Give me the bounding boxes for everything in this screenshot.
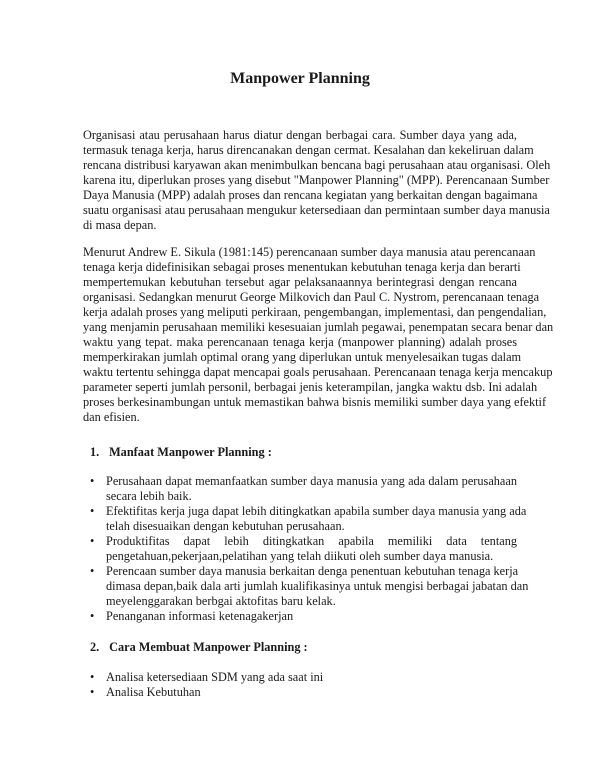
bullet-icon: • — [90, 504, 95, 518]
list-item-line: Perusahaan dapat memanfaatkan sumber daya manusia yang ada dalam perusahaan — [106, 474, 517, 488]
list-item — [90, 534, 517, 564]
list-item-line: Analisa Kebutuhan — [106, 685, 201, 699]
paragraph-line: yang menjamin perusahaan memiliki kesesuaian jumlah pegawai, penempatan secara benar dan — [83, 320, 554, 334]
bullet-icon: • — [90, 685, 95, 699]
paragraph-line: proses berkesinambungan untuk memastikan bahwa bisnis memiliki sumber daya yang efektif — [83, 395, 547, 409]
paragraph-line: termasuk tenaga kerja, harus direncanakan dengan cermat. Kesalahan dan kekeliruan dalam — [83, 143, 534, 157]
paragraph-intro — [83, 128, 551, 233]
paragraph-line: suatu organisasi atau perusahaan mengukur ketersediaan dan permintaan sumber daya manusia — [83, 203, 550, 217]
paragraph-line: karena itu, diperlukan proses yang disebut "Manpower Planning" (MPP). Perencanaan Sumber — [83, 173, 550, 187]
bullet-icon: • — [90, 564, 95, 578]
document-title: Manpower Planning — [230, 70, 370, 87]
section-number: 1. — [90, 445, 100, 459]
paragraph-line: waktu yang tepat. maka perencanaan tenaga kerja (manpower planning) adalah proses — [83, 335, 517, 349]
section-heading-manfaat — [90, 445, 272, 460]
paragraph-line: di masa depan. — [83, 218, 157, 232]
list-item-line: Analisa ketersediaan SDM yang ada saat ini — [106, 670, 324, 684]
list-item — [90, 670, 517, 685]
bullet-icon: • — [90, 670, 95, 684]
list-item — [90, 685, 517, 700]
paragraph-line: Daya Manusia (MPP) adalah proses dan rencana kegiatan yang berkaitan dengan bagaimana — [83, 188, 538, 202]
list-item-line: Perencaan sumber daya manusia berkaitan denga penentuan kebutuhan tenaga kerja — [106, 564, 519, 578]
list-item — [90, 504, 527, 534]
list-item-line: meyelenggarakan berbgai aktofitas baru kelak. — [106, 594, 336, 608]
paragraph-line: memperkirakan jumlah optimal orang yang diperlukan untuk menyelesaikan tugas dalam — [83, 350, 522, 364]
paragraph-line: parameter seperti jumlah personil, berbagai jenis keterampilan, jangka waktu dsb. Ini adalah — [83, 380, 538, 394]
paragraph-line: waktu tertentu sehingga dapat mencapai goals perusahaan. Perencanaan tenaga kerja mencakup — [83, 365, 553, 379]
bullet-list-manfaat — [90, 474, 529, 624]
section-heading-text: Cara Membuat Manpower Planning : — [109, 640, 308, 654]
list-item — [90, 474, 517, 504]
paragraph-line: organisasi. Sedangkan menurut George Milkovich dan Paul C. Nystrom, perencanaan tenaga — [83, 290, 540, 304]
bullet-icon: • — [90, 474, 95, 488]
paragraph-definition — [83, 245, 554, 425]
paragraph-line: kerja adalah proses yang meliputi perkiraan, pengembangan, implementasi, dan pengendalian, — [83, 305, 547, 319]
section-number: 2. — [90, 640, 100, 654]
list-item-line: Produktifitas dapat lebih ditingkatkan apabila memiliki data tentang — [106, 534, 517, 548]
section-heading-text: Manfaat Manpower Planning : — [109, 445, 272, 459]
list-item-line: telah disesuaikan dengan kebutuhan perusahaan. — [106, 519, 345, 533]
section-heading-cara — [90, 640, 308, 655]
paragraph-line: mempertemukan kebutuhan tersebut agar pelaksanaannya berintegrasi dengan rencana — [83, 275, 517, 289]
paragraph-line: Menurut Andrew E. Sikula (1981:145) perencanaan sumber daya manusia atau perencanaan — [83, 245, 536, 259]
paragraph-line: Organisasi atau perusahaan harus diatur dengan berbagai cara. Sumber daya yang ada, — [83, 128, 517, 142]
paragraph-line: tenaga kerja didefinisikan sebagai proses menentukan kebutuhan tenaga kerja dan berarti — [83, 260, 521, 274]
bullet-icon: • — [90, 534, 95, 548]
list-item-line: dimasa depan,baik dala arti jumlah kualifikasinya untuk mengisi berbagai jabatan dan — [106, 579, 529, 593]
list-item-line: pengetahuan,pekerjaan,pelatihan yang telah diikuti oleh sumber daya manusia. — [106, 549, 494, 563]
bullet-list-cara — [90, 670, 517, 700]
paragraph-line: rencana distribusi karyawan akan menimbulkan bencana bagi perusahaan atau organisasi. Oleh — [83, 158, 551, 172]
list-item — [90, 564, 529, 609]
bullet-icon: • — [90, 609, 95, 623]
list-item-line: Penanganan informasi ketenagakerjan — [106, 609, 294, 623]
list-item-line: secara lebih baik. — [106, 489, 192, 503]
paragraph-line: dan efisien. — [83, 410, 140, 424]
list-item — [90, 609, 517, 624]
list-item-line: Efektifitas kerja juga dapat lebih ditingkatkan apabila sumber daya manusia yang ada — [106, 504, 527, 518]
